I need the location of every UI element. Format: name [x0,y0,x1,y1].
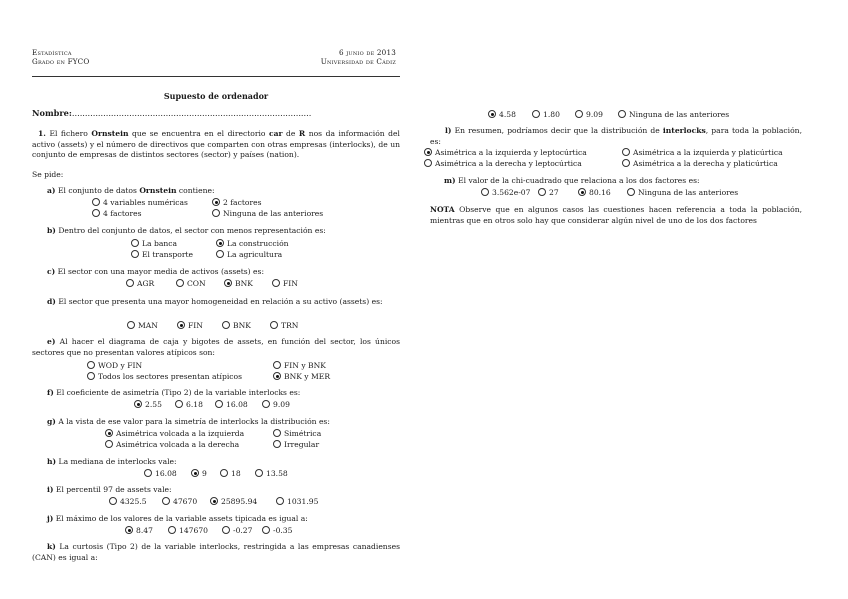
radio-selected-icon[interactable] [177,321,185,329]
option-l-4[interactable]: Asimétrica a la derecha y platicúrtica [622,159,778,170]
name-label: Nombre: [32,108,72,118]
radio-icon[interactable] [270,321,278,329]
header-rule [32,76,400,77]
option-h-3[interactable]: 18 [220,469,241,480]
option-c-4[interactable]: FIN [272,279,298,290]
document-title: Supuesto de ordenador [163,91,269,101]
option-a-2[interactable]: 2 factores [212,198,261,209]
option-d-1[interactable]: MAN [127,321,158,332]
nota-label: NOTA [430,205,455,214]
option-i-3[interactable]: 25895.94 [210,497,257,508]
option-e-3[interactable]: Todos los sectores presentan atípicos [87,372,242,383]
option-k-1[interactable]: 4.58 [488,110,516,121]
radio-icon[interactable] [162,497,170,505]
option-a-4[interactable]: Ninguna de las anteriores [212,209,323,220]
question-m: m) El valor de la chi-cuadrado que relaciona a los dos factores es: [444,176,700,185]
radio-icon[interactable] [92,209,100,217]
radio-selected-icon[interactable] [105,429,113,437]
question-l: l) En resumen, podríamos decir que la distribución de interlocks, para toda la población, es: [430,126,802,146]
directory-name: car [269,129,283,138]
degree-name: Grado en FYCO [32,57,90,66]
nota-text: Observe que en algunos casos las cuestiones hacen referencia a toda la población, mientras que en otros solo hay que considerar algún nivel de uno de los dos factores [430,205,802,225]
radio-icon[interactable] [127,321,135,329]
radio-selected-icon[interactable] [273,372,281,380]
option-c-1[interactable]: AGR [126,279,154,290]
radio-icon[interactable] [126,279,134,287]
exam-date: 6 junio de 2013 [338,48,396,57]
radio-icon[interactable] [131,250,139,258]
radio-selected-icon[interactable] [578,188,586,196]
option-b-4[interactable]: La agricultura [216,250,282,261]
option-c-3[interactable]: BNK [224,279,253,290]
name-dots: ............................................................................................ [71,108,312,118]
option-m-4[interactable]: Ninguna de las anteriores [627,188,738,199]
radio-icon[interactable] [105,440,113,448]
question-i: i) El percentil 97 de assets vale: [47,485,172,494]
radio-icon[interactable] [175,400,183,408]
radio-icon[interactable] [532,110,540,118]
option-g-2[interactable]: Simétrica [273,429,321,440]
option-m-2[interactable]: 27 [538,188,559,199]
option-h-2[interactable]: 9 [191,469,207,480]
header-left [32,48,89,66]
option-j-2[interactable]: 147670 [168,526,208,537]
question-e: e) Al hacer el diagrama de caja y bigotes de assets, en función del sector, los únicos sectores que no presentan valores atípicos son: [32,337,400,357]
option-i-2[interactable]: 47670 [162,497,197,508]
nota [430,205,802,226]
radio-icon[interactable] [109,497,117,505]
option-m-1[interactable]: 3.562e-07 [481,188,530,199]
problem-number: 1. [38,129,46,138]
radio-selected-icon[interactable] [488,110,496,118]
question-a: a) El conjunto de datos Ornstein contiene: [47,186,215,195]
option-g-1[interactable]: Asimétrica volcada a la izquierda [105,429,244,440]
option-k-2[interactable]: 1.80 [532,110,560,121]
option-f-2[interactable]: 6.18 [175,400,203,411]
se-pide: Se pide: [32,170,64,179]
radio-icon[interactable] [575,110,583,118]
option-l-2[interactable]: Asimétrica a la izquierda y platicúrtica [622,148,783,159]
option-j-4[interactable]: -0.35 [262,526,292,537]
radio-icon[interactable] [262,526,270,534]
radio-icon[interactable] [538,188,546,196]
radio-icon[interactable] [424,159,432,167]
option-e-2[interactable]: FIN y BNK [273,361,326,372]
option-b-1[interactable]: La banca [131,239,177,250]
option-k-3[interactable]: 9.09 [575,110,603,121]
option-j-1[interactable]: 8.47 [125,526,153,537]
radio-selected-icon[interactable] [224,279,232,287]
radio-selected-icon[interactable] [191,469,199,477]
radio-icon[interactable] [622,148,630,156]
option-a-3[interactable]: 4 factores [92,209,141,220]
option-b-3[interactable]: El transporte [131,250,193,261]
radio-icon[interactable] [627,188,635,196]
dataset-name: Ornstein [91,129,129,138]
option-l-1[interactable]: Asimétrica a la izquierda y leptocúrtica [424,148,587,159]
radio-selected-icon[interactable] [210,497,218,505]
radio-icon[interactable] [220,469,228,477]
radio-icon[interactable] [272,279,280,287]
option-c-2[interactable]: CON [176,279,206,290]
radio-icon[interactable] [618,110,626,118]
question-b: b) Dentro del conjunto de datos, el sector con menos representación es: [47,226,326,235]
option-a-1[interactable]: 4 variables numéricas [92,198,188,209]
option-b-2[interactable]: La construcción [216,239,289,250]
radio-icon[interactable] [144,469,152,477]
option-d-2[interactable]: FIN [177,321,203,332]
option-h-4[interactable]: 13.58 [255,469,288,480]
option-j-3[interactable]: -0.27 [222,526,252,537]
radio-icon[interactable] [262,400,270,408]
problem-statement: 1. El fichero Ornstein que se encuentra en el directorio car de R nos da información del activo (assets) y el número de directivos que comparten con otras empresas (interlocks), de un conjunto de empresas de distintos sectores (sector) y países (nation). [32,129,400,160]
header-right [270,48,396,66]
question-d: d) El sector que presenta una mayor homogeneidad en relación a su activo (assets) es: [47,297,383,306]
radio-icon[interactable] [92,198,100,206]
option-i-1[interactable]: 4325.5 [109,497,147,508]
radio-icon[interactable] [87,361,95,369]
radio-selected-icon[interactable] [216,239,224,247]
radio-icon[interactable] [222,321,230,329]
option-f-1[interactable]: 2.55 [134,400,162,411]
university-name: Universidad de Cádiz [320,57,396,66]
radio-icon[interactable] [273,440,281,448]
option-g-4[interactable]: Irregular [273,440,319,451]
question-c: c) El sector con una mayor media de activos (assets) es: [47,267,265,276]
radio-icon[interactable] [131,239,139,247]
radio-icon[interactable] [168,526,176,534]
radio-icon[interactable] [215,400,223,408]
radio-icon[interactable] [276,497,284,505]
question-k: k) La curtosis (Tipo 2) de la variable interlocks, restringida a las empresas canadienses (CAN) es igual a: [32,542,400,562]
option-i-4[interactable]: 1031.95 [276,497,318,508]
radio-icon[interactable] [255,469,263,477]
option-k-4[interactable]: Ninguna de las anteriores [618,110,729,121]
question-h: h) La mediana de interlocks vale: [47,457,177,466]
option-e-4[interactable]: BNK y MER [273,372,330,383]
radio-selected-icon[interactable] [212,198,220,206]
option-g-3[interactable]: Asimétrica volcada a la derecha [105,440,239,451]
option-h-1[interactable]: 16.08 [144,469,177,480]
name-line [32,108,400,118]
option-e-1[interactable]: WOD y FIN [87,361,142,372]
radio-icon[interactable] [222,526,230,534]
course-name: Estadística [32,48,72,57]
option-d-3[interactable]: BNK [222,321,251,332]
option-l-3[interactable]: Asimétrica a la derecha y leptocúrtica [424,159,582,170]
question-g: g) A la vista de ese valor para la simetría de interlocks la distribución es: [47,417,330,426]
radio-icon[interactable] [481,188,489,196]
radio-icon[interactable] [212,209,220,217]
radio-selected-icon[interactable] [424,148,432,156]
software-name: R [298,129,306,138]
radio-icon[interactable] [273,429,281,437]
option-f-4[interactable]: 9.09 [262,400,290,411]
question-j: j) El máximo de los valores de la variable assets tipicada es igual a: [47,514,308,523]
option-f-3[interactable]: 16.08 [215,400,248,411]
radio-icon[interactable] [622,159,630,167]
radio-icon[interactable] [216,250,224,258]
option-d-4[interactable]: TRN [270,321,298,332]
radio-icon[interactable] [273,361,281,369]
radio-selected-icon[interactable] [125,526,133,534]
radio-icon[interactable] [176,279,184,287]
radio-selected-icon[interactable] [134,400,142,408]
question-f: f) El coeficiente de asimetría (Tipo 2) de la variable interlocks es: [47,388,301,397]
option-m-3[interactable]: 80.16 [578,188,611,199]
radio-icon[interactable] [87,372,95,380]
